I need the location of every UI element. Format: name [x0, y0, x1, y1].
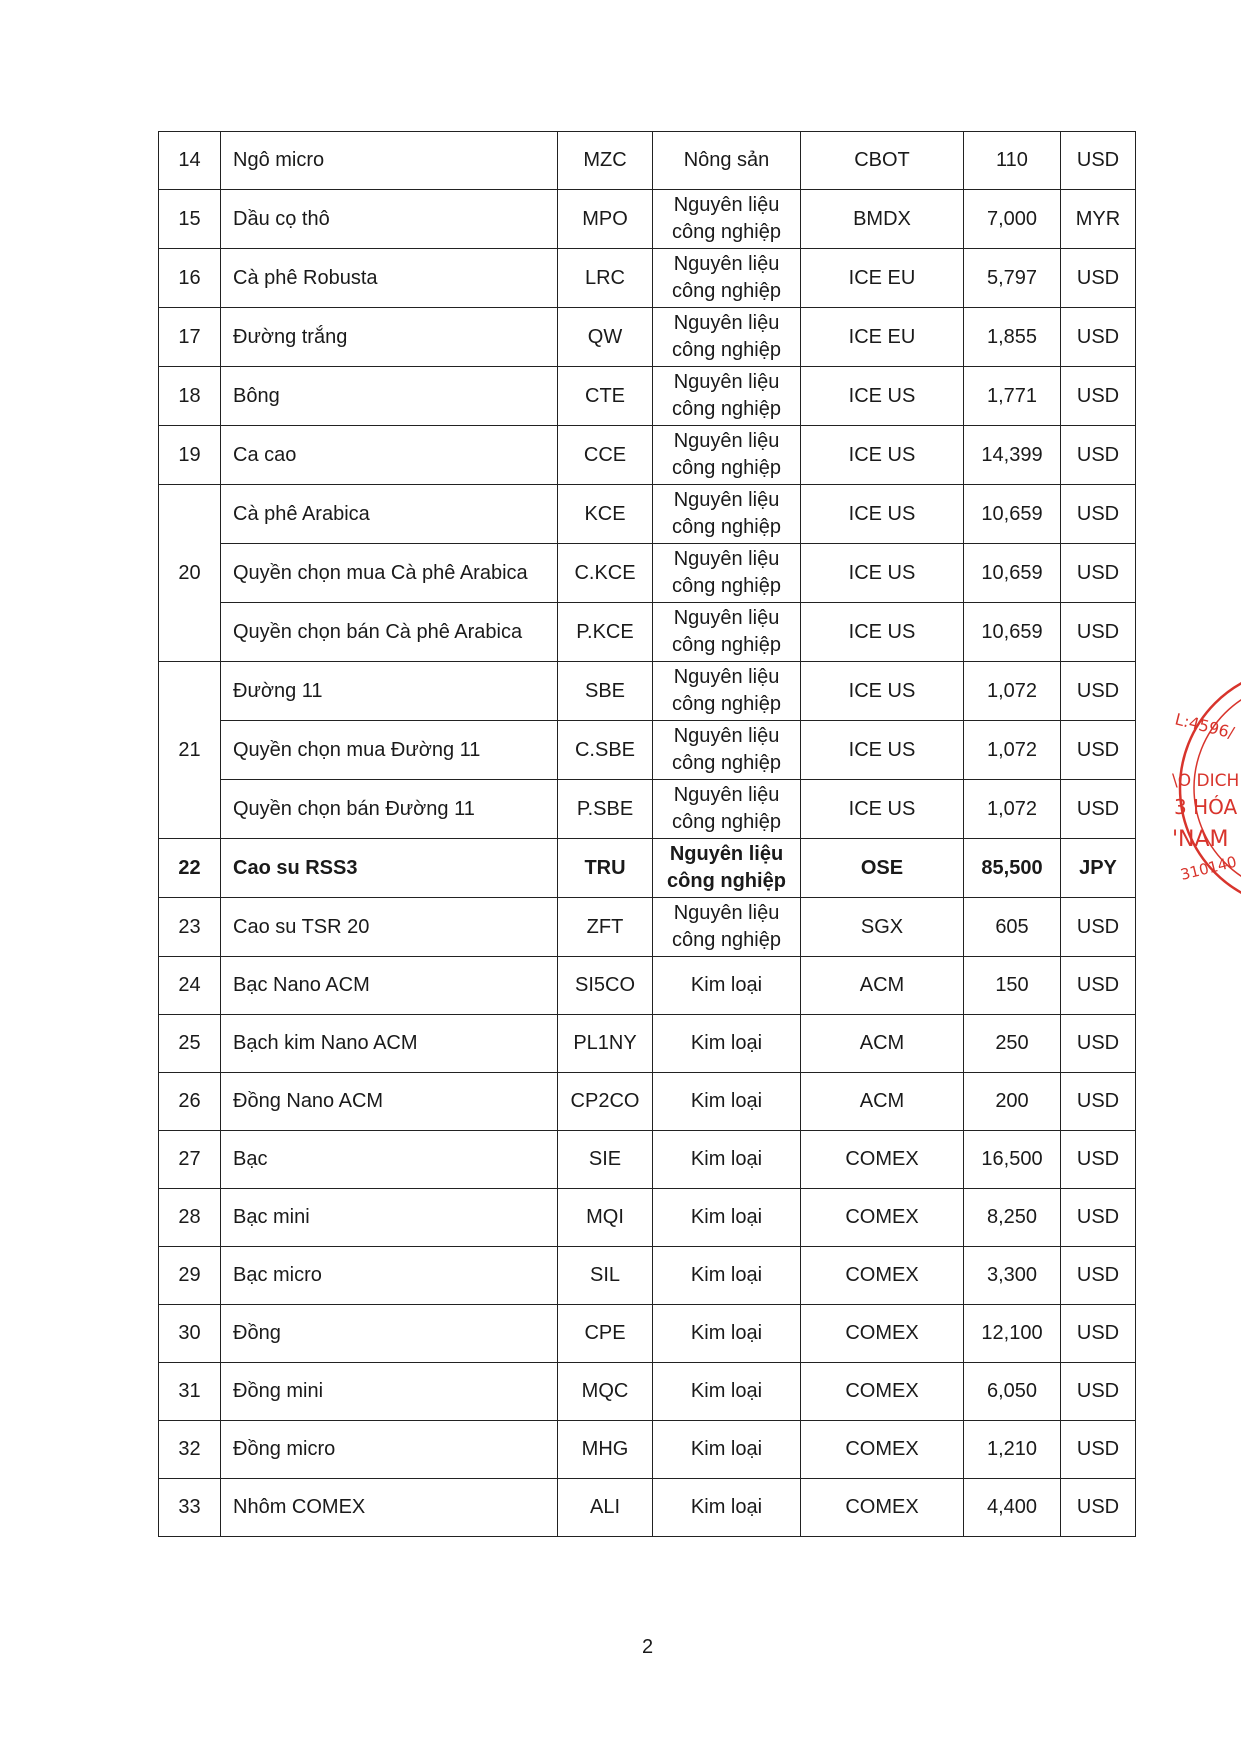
exchange: COMEX — [801, 1189, 964, 1247]
commodity-name: Cà phê Arabica — [221, 485, 558, 544]
value: 1,072 — [964, 662, 1061, 721]
exchange: OSE — [801, 839, 964, 898]
row-number: 17 — [159, 308, 221, 367]
commodity-name: Đồng — [221, 1305, 558, 1363]
table-row — [159, 544, 1136, 603]
value: 12,100 — [964, 1305, 1061, 1363]
exchange: ICE US — [801, 603, 964, 662]
currency: USD — [1061, 1421, 1136, 1479]
exchange: ICE EU — [801, 249, 964, 308]
value: 250 — [964, 1015, 1061, 1073]
value: 10,659 — [964, 544, 1061, 603]
commodity-name: Cao su TSR 20 — [221, 898, 558, 957]
row-number: 14 — [159, 132, 221, 190]
commodity-code: KCE — [558, 485, 653, 544]
commodity-name: Dầu cọ thô — [221, 190, 558, 249]
commodity-name: Bạch kim Nano ACM — [221, 1015, 558, 1073]
currency: USD — [1061, 308, 1136, 367]
commodity-code: P.SBE — [558, 780, 653, 839]
commodity-name: Đường 11 — [221, 662, 558, 721]
exchange: ICE US — [801, 780, 964, 839]
page-number: 2 — [641, 1636, 654, 1658]
row-number: 25 — [159, 1015, 221, 1073]
currency: USD — [1061, 780, 1136, 839]
exchange: ICE US — [801, 721, 964, 780]
commodity-name: Đồng Nano ACM — [221, 1073, 558, 1131]
commodity-code: SIE — [558, 1131, 653, 1189]
value: 150 — [964, 957, 1061, 1015]
commodity-code: MPO — [558, 190, 653, 249]
currency: USD — [1061, 1073, 1136, 1131]
row-number: 29 — [159, 1247, 221, 1305]
commodity-code: TRU — [558, 839, 653, 898]
commodity-group: Nguyên liệu công nghiệp — [653, 308, 801, 367]
exchange: ACM — [801, 1073, 964, 1131]
row-number: 28 — [159, 1189, 221, 1247]
value: 1,072 — [964, 780, 1061, 839]
currency: MYR — [1061, 190, 1136, 249]
value: 110 — [964, 132, 1061, 190]
table-row — [159, 249, 1136, 308]
exchange: COMEX — [801, 1131, 964, 1189]
exchange: ACM — [801, 957, 964, 1015]
currency: USD — [1061, 485, 1136, 544]
commodity-code: QW — [558, 308, 653, 367]
row-number: 16 — [159, 249, 221, 308]
exchange: ACM — [801, 1015, 964, 1073]
value: 10,659 — [964, 485, 1061, 544]
commodity-code: CP2CO — [558, 1073, 653, 1131]
commodity-group: Kim loại — [653, 1189, 801, 1247]
commodity-name: Cà phê Robusta — [221, 249, 558, 308]
value: 1,210 — [964, 1421, 1061, 1479]
table-row — [159, 957, 1136, 1015]
commodity-group: Nguyên liệu công nghiệp — [653, 721, 801, 780]
table-row — [159, 1363, 1136, 1421]
commodity-name: Đồng micro — [221, 1421, 558, 1479]
commodity-group: Nguyên liệu công nghiệp — [653, 367, 801, 426]
row-number: 20 — [159, 485, 221, 662]
table-row — [159, 780, 1136, 839]
commodity-name: Bạc — [221, 1131, 558, 1189]
currency: USD — [1061, 1479, 1136, 1537]
value: 1,072 — [964, 721, 1061, 780]
commodity-code: ALI — [558, 1479, 653, 1537]
commodity-code: MHG — [558, 1421, 653, 1479]
currency: USD — [1061, 1189, 1136, 1247]
commodity-code: SBE — [558, 662, 653, 721]
commodity-code: SI5CO — [558, 957, 653, 1015]
exchange: ICE US — [801, 662, 964, 721]
row-number: 22 — [159, 839, 221, 898]
commodity-group: Kim loại — [653, 1131, 801, 1189]
row-number: 32 — [159, 1421, 221, 1479]
value: 200 — [964, 1073, 1061, 1131]
commodity-group: Nguyên liệu công nghiệp — [653, 603, 801, 662]
row-number: 18 — [159, 367, 221, 426]
svg-text:L:4596/: L:4596/ — [1173, 709, 1237, 743]
commodity-group: Nguyên liệu công nghiệp — [653, 839, 801, 898]
value: 10,659 — [964, 603, 1061, 662]
table-body — [159, 132, 1136, 1537]
table-row — [159, 1479, 1136, 1537]
table-row — [159, 1073, 1136, 1131]
currency: JPY — [1061, 839, 1136, 898]
exchange: BMDX — [801, 190, 964, 249]
commodity-group: Nguyên liệu công nghiệp — [653, 426, 801, 485]
commodity-name: Quyền chọn mua Cà phê Arabica — [221, 544, 558, 603]
commodity-code: ZFT — [558, 898, 653, 957]
table-row — [159, 839, 1136, 898]
currency: USD — [1061, 662, 1136, 721]
commodity-group: Nguyên liệu công nghiệp — [653, 544, 801, 603]
commodity-group: Kim loại — [653, 1073, 801, 1131]
currency: USD — [1061, 249, 1136, 308]
exchange: ICE US — [801, 485, 964, 544]
commodity-name: Quyền chọn bán Cà phê Arabica — [221, 603, 558, 662]
commodity-group: Kim loại — [653, 1247, 801, 1305]
commodity-name: Bông — [221, 367, 558, 426]
commodity-code: MQC — [558, 1363, 653, 1421]
commodity-group: Nguyên liệu công nghiệp — [653, 249, 801, 308]
commodity-code: CTE — [558, 367, 653, 426]
table-row — [159, 1305, 1136, 1363]
currency: USD — [1061, 1305, 1136, 1363]
value: 1,771 — [964, 367, 1061, 426]
commodity-group: Nguyên liệu công nghiệp — [653, 485, 801, 544]
value: 16,500 — [964, 1131, 1061, 1189]
row-number: 19 — [159, 426, 221, 485]
table-row — [159, 1421, 1136, 1479]
commodity-group: Nguyên liệu công nghiệp — [653, 898, 801, 957]
currency: USD — [1061, 957, 1136, 1015]
commodity-name: Bạc micro — [221, 1247, 558, 1305]
exchange: COMEX — [801, 1305, 964, 1363]
table-row — [159, 1247, 1136, 1305]
currency: USD — [1061, 898, 1136, 957]
commodity-name: Ca cao — [221, 426, 558, 485]
table-row — [159, 662, 1136, 721]
commodity-code: P.KCE — [558, 603, 653, 662]
currency: USD — [1061, 367, 1136, 426]
exchange: ICE US — [801, 426, 964, 485]
commodity-name: Đồng mini — [221, 1363, 558, 1421]
commodity-name: Nhôm COMEX — [221, 1479, 558, 1537]
currency: USD — [1061, 426, 1136, 485]
table-row — [159, 1015, 1136, 1073]
row-number: 33 — [159, 1479, 221, 1537]
currency: USD — [1061, 1131, 1136, 1189]
table-row — [159, 132, 1136, 190]
commodity-group: Kim loại — [653, 1421, 801, 1479]
table-row — [159, 898, 1136, 957]
row-number: 30 — [159, 1305, 221, 1363]
exchange: ICE EU — [801, 308, 964, 367]
commodity-code: MZC — [558, 132, 653, 190]
commodity-group: Nguyên liệu công nghiệp — [653, 662, 801, 721]
table-row — [159, 308, 1136, 367]
commodity-name: Cao su RSS3 — [221, 839, 558, 898]
exchange: ICE US — [801, 544, 964, 603]
exchange: CBOT — [801, 132, 964, 190]
commodity-code: PL1NY — [558, 1015, 653, 1073]
table-row — [159, 367, 1136, 426]
commodity-name: Bạc Nano ACM — [221, 957, 558, 1015]
table-row — [159, 426, 1136, 485]
commodity-code: MQI — [558, 1189, 653, 1247]
value: 3,300 — [964, 1247, 1061, 1305]
row-number: 23 — [159, 898, 221, 957]
commodity-group: Nguyên liệu công nghiệp — [653, 190, 801, 249]
exchange: SGX — [801, 898, 964, 957]
row-number: 24 — [159, 957, 221, 1015]
currency: USD — [1061, 721, 1136, 780]
table-row — [159, 1131, 1136, 1189]
row-number: 15 — [159, 190, 221, 249]
value: 6,050 — [964, 1363, 1061, 1421]
commodity-group: Kim loại — [653, 957, 801, 1015]
value: 8,250 — [964, 1189, 1061, 1247]
commodity-name: Đường trắng — [221, 308, 558, 367]
currency: USD — [1061, 1247, 1136, 1305]
table-row — [159, 603, 1136, 662]
currency: USD — [1061, 1363, 1136, 1421]
svg-text:310140: 310140 — [1178, 852, 1239, 884]
commodity-code: C.KCE — [558, 544, 653, 603]
svg-text:3 HÓA: 3 HÓA — [1174, 795, 1238, 819]
svg-text:'NAM: 'NAM — [1172, 827, 1229, 852]
commodity-code: SIL — [558, 1247, 653, 1305]
commodity-group: Nông sản — [653, 132, 801, 190]
exchange: COMEX — [801, 1479, 964, 1537]
exchange: COMEX — [801, 1421, 964, 1479]
exchange: COMEX — [801, 1247, 964, 1305]
value: 4,400 — [964, 1479, 1061, 1537]
commodity-code: CPE — [558, 1305, 653, 1363]
seal-stamp-icon — [1160, 680, 1241, 920]
exchange: ICE US — [801, 367, 964, 426]
currency: USD — [1061, 603, 1136, 662]
commodity-name: Quyền chọn mua Đường 11 — [221, 721, 558, 780]
commodity-code: CCE — [558, 426, 653, 485]
value: 5,797 — [964, 249, 1061, 308]
value: 605 — [964, 898, 1061, 957]
commodity-name: Quyền chọn bán Đường 11 — [221, 780, 558, 839]
table-row — [159, 485, 1136, 544]
svg-text:\O DICH: \O DICH — [1172, 771, 1240, 791]
commodity-table — [158, 131, 1136, 1537]
currency: USD — [1061, 1015, 1136, 1073]
exchange: COMEX — [801, 1363, 964, 1421]
value: 7,000 — [964, 190, 1061, 249]
commodity-code: C.SBE — [558, 721, 653, 780]
commodity-group: Nguyên liệu công nghiệp — [653, 780, 801, 839]
row-number: 21 — [159, 662, 221, 839]
commodity-name: Ngô micro — [221, 132, 558, 190]
commodity-name: Bạc mini — [221, 1189, 558, 1247]
row-number: 31 — [159, 1363, 221, 1421]
commodity-code: LRC — [558, 249, 653, 308]
row-number: 27 — [159, 1131, 221, 1189]
commodity-group: Kim loại — [653, 1479, 801, 1537]
commodity-group: Kim loại — [653, 1363, 801, 1421]
currency: USD — [1061, 132, 1136, 190]
commodity-group: Kim loại — [653, 1305, 801, 1363]
currency: USD — [1061, 544, 1136, 603]
commodity-group: Kim loại — [653, 1015, 801, 1073]
value: 1,855 — [964, 308, 1061, 367]
table-row — [159, 721, 1136, 780]
value: 85,500 — [964, 839, 1061, 898]
row-number: 26 — [159, 1073, 221, 1131]
table-row — [159, 1189, 1136, 1247]
value: 14,399 — [964, 426, 1061, 485]
table-row — [159, 190, 1136, 249]
